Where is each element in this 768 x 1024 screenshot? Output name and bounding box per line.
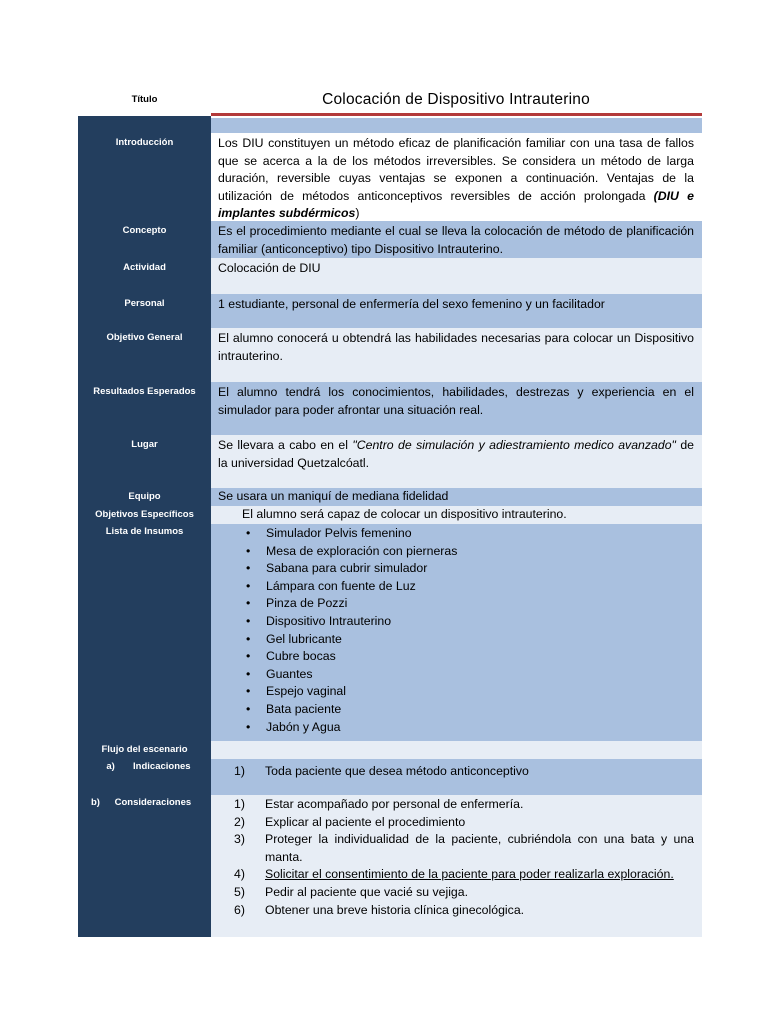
personal-text: 1 estudiante, personal de enfermería del sexo femenino y un facilitador xyxy=(211,294,702,328)
list-item: • Gel lubricante xyxy=(246,631,694,649)
insumos-list-cell xyxy=(211,524,702,741)
list-item: • Simulador Pelvis femenino xyxy=(246,525,694,543)
item-text: Toda paciente que desea método anticonceptivo xyxy=(265,764,529,778)
row-actividad xyxy=(78,258,702,294)
consideraciones-label: Consideraciones xyxy=(114,797,192,808)
row-indicaciones xyxy=(78,759,702,795)
lugar-pre: Se llevara a cabo en el xyxy=(218,438,353,452)
spacer-row xyxy=(78,116,702,133)
item-number: 4) xyxy=(234,867,245,882)
spacer-value xyxy=(211,116,702,133)
concepto-text: Es el procedimiento mediante el cual se lleva la colocación de método de planificación familiar (anticonceptivo) tipo Dispositivo Intrauterino. xyxy=(211,221,702,258)
page-title: Colocación de Dispositivo Intrauterino xyxy=(211,86,702,116)
lugar-text xyxy=(211,435,702,488)
flujo-value xyxy=(211,741,702,759)
item-number: 5) xyxy=(234,884,245,899)
row-flujo xyxy=(78,741,702,759)
indicaciones-list xyxy=(218,763,694,781)
indicaciones-label: Indicaciones xyxy=(133,761,191,772)
insumos-list xyxy=(218,525,694,736)
item-text: Explicar al paciente el procedimiento xyxy=(265,814,466,829)
consideraciones-label-cell xyxy=(78,795,211,937)
introduccion-text xyxy=(211,133,702,221)
item-text: Proteger la individualidad de la paciente, cubriéndola con una bata y una manta. xyxy=(265,832,694,864)
resultados-esperados-label: Resultados Esperados xyxy=(78,382,211,435)
list-item: • Dispositivo Intrauterino xyxy=(246,613,694,631)
list-item: • Sabana para cubrir simulador xyxy=(246,560,694,578)
indicaciones-label-cell xyxy=(78,759,211,795)
item-text: Pedir al paciente que vacié su vejiga. xyxy=(265,884,469,899)
row-resultados-esperados xyxy=(78,382,702,435)
list-item: • Cubre bocas xyxy=(246,648,694,666)
row-concepto xyxy=(78,221,702,258)
resultados-esperados-text: El alumno tendrá los conocimientos, habilidades, destrezas y experiencia en el simulador para poder afrontar una situación real. xyxy=(211,382,702,435)
list-item: • Pinza de Pozzi xyxy=(246,595,694,613)
list-item xyxy=(234,884,694,902)
equipo-label: Equipo xyxy=(78,488,211,506)
list-item xyxy=(234,831,694,866)
objetivo-general-text: El alumno conocerá u obtendrá las habilidades necesarias para colocar un Dispositivo intrauterino. xyxy=(211,328,702,382)
flujo-label: Flujo del escenario xyxy=(78,741,211,759)
introduccion-emphasis: (DIU e implantes subdérmicos xyxy=(218,188,694,221)
list-item xyxy=(234,763,694,781)
list-item xyxy=(234,866,694,884)
row-insumos xyxy=(78,524,702,741)
actividad-text: Colocación de DIU xyxy=(211,258,702,294)
list-item: • Lámpara con fuente de Luz xyxy=(246,578,694,596)
list-item xyxy=(234,902,694,920)
list-item: • Jabón y Agua xyxy=(246,719,694,737)
spacer-label xyxy=(78,116,211,133)
row-equipo xyxy=(78,488,702,506)
list-item: • Guantes xyxy=(246,666,694,684)
item-number: 6) xyxy=(234,902,245,917)
document-table xyxy=(78,86,702,937)
item-text: Solicitar el consentimiento de la paciente para poder realizarla exploración. xyxy=(265,867,674,882)
objetivos-especificos-label: Objetivos Específicos xyxy=(78,506,211,524)
list-item xyxy=(234,796,694,814)
actividad-label: Actividad xyxy=(78,258,211,294)
introduccion-body: Los DIU constituyen un método eficaz de planificación familiar con una tasa de fallos que se acerca a la de los métodos irreversibles. Se considera un método de larga duración, reversible cuyas ventajas se exponen a continuación. Ventajas de la utilización de métodos anticonceptivos reversibles de acción prolongada xyxy=(218,136,694,203)
indicaciones-list-cell xyxy=(211,759,702,795)
consideraciones-list-cell xyxy=(211,795,702,937)
list-item xyxy=(234,814,694,832)
objetivo-general-label: Objetivo General xyxy=(78,328,211,382)
lugar-label: Lugar xyxy=(78,435,211,488)
objetivos-especificos-text: El alumno será capaz de colocar un dispositivo intrauterino. xyxy=(211,506,702,524)
lugar-post: de la universidad Quetzalcóatl. xyxy=(218,438,694,470)
item-text: Estar acompañado por personal de enfermería. xyxy=(265,797,524,811)
introduccion-label: Introducción xyxy=(78,133,211,221)
item-number: 1) xyxy=(234,764,245,778)
introduccion-close: ) xyxy=(355,206,360,221)
item-number: 2) xyxy=(234,814,245,829)
row-lugar xyxy=(78,435,702,488)
list-item: • Mesa de exploración con pierneras xyxy=(246,543,694,561)
item-number: 3) xyxy=(234,832,245,847)
list-item: • Espejo vaginal xyxy=(246,683,694,701)
title-label: Título xyxy=(78,86,211,116)
row-objetivo-general xyxy=(78,328,702,382)
consideraciones-marker: b) xyxy=(91,797,100,808)
indicaciones-marker: a) xyxy=(106,761,115,772)
row-consideraciones xyxy=(78,795,702,937)
row-introduccion xyxy=(78,133,702,221)
insumos-label: Lista de Insumos xyxy=(78,524,211,741)
consideraciones-list xyxy=(218,796,694,919)
list-item: • Bata paciente xyxy=(246,701,694,719)
item-number: 1) xyxy=(234,797,245,811)
personal-label: Personal xyxy=(78,294,211,328)
item-text: Obtener una breve historia clínica ginecológica. xyxy=(265,902,525,917)
row-objetivos-especificos xyxy=(78,506,702,524)
equipo-text: Se usara un maniquí de mediana fidelidad xyxy=(211,488,702,506)
lugar-venue: "Centro de simulación y adiestramiento medico avanzado" xyxy=(352,438,676,452)
title-row xyxy=(78,86,702,116)
concepto-label: Concepto xyxy=(78,221,211,258)
row-personal xyxy=(78,294,702,328)
